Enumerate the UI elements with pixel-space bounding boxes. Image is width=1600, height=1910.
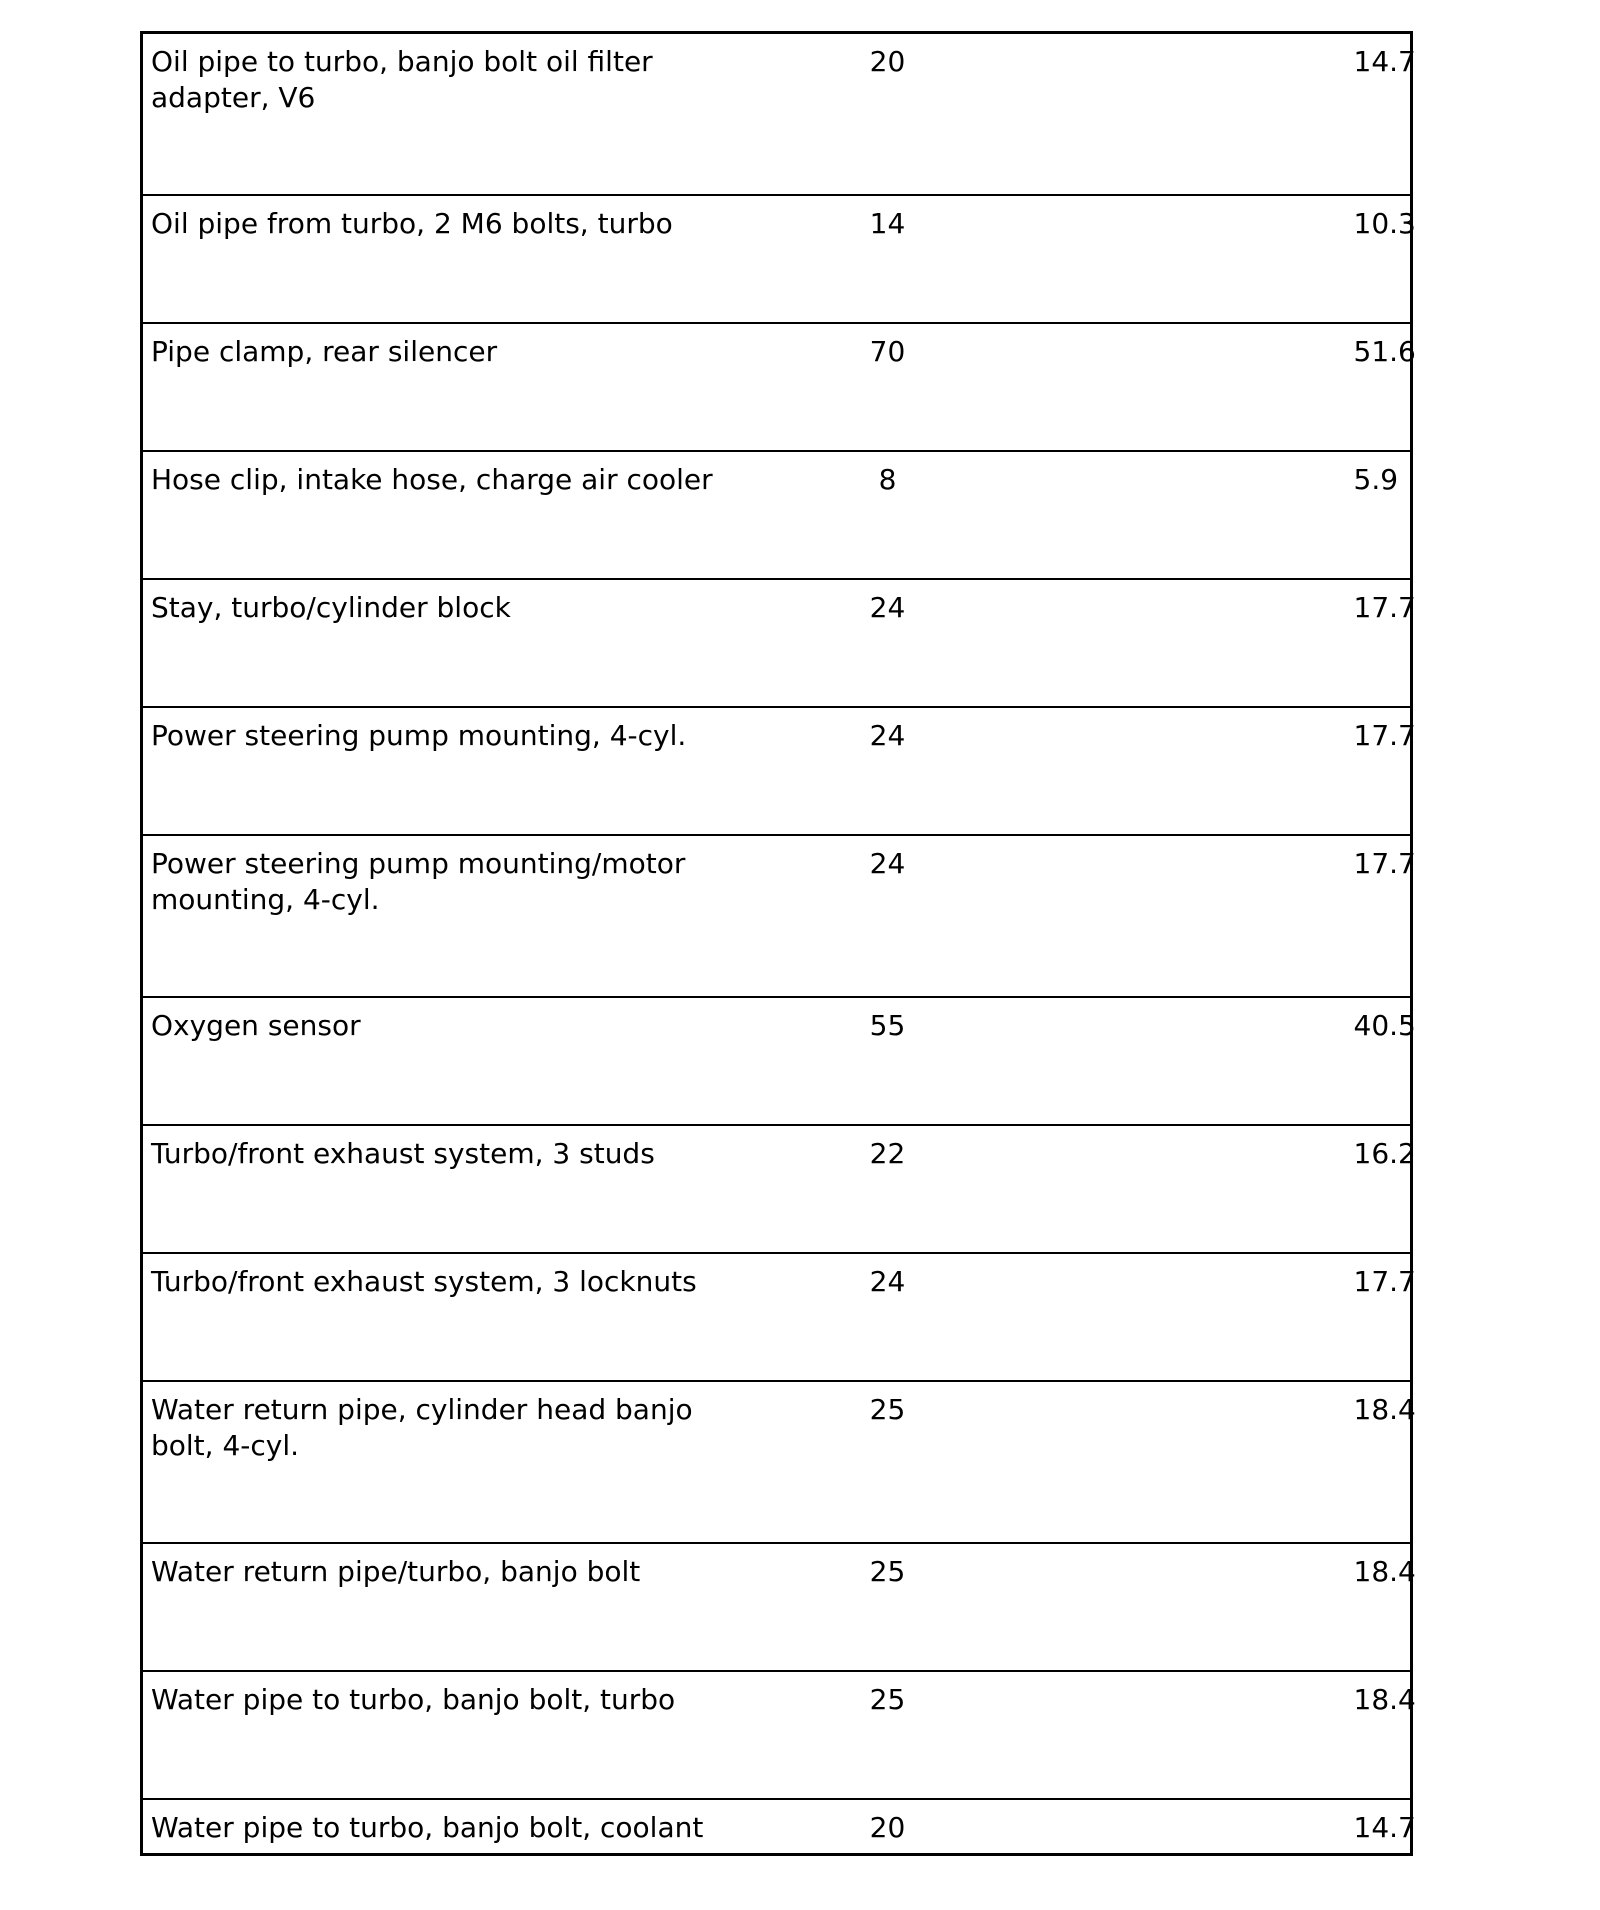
torque-ftlb-cell: 17.7 <box>1042 707 1412 835</box>
description-cell: Water pipe to turbo, banjo bolt, turbo <box>142 1671 742 1799</box>
torque-ftlb-cell: 17.7 <box>1042 579 1412 707</box>
torque-nm-cell: 70 <box>742 323 1042 451</box>
torque-ftlb-cell: 10.3 <box>1042 195 1412 323</box>
description-cell: Oil pipe to turbo, banjo bolt oil filter adapter, V6 <box>151 45 653 114</box>
torque-nm-cell: 24 <box>742 707 1042 835</box>
table-row <box>142 579 1412 707</box>
description-cell: Hose clip, intake hose, charge air cooler <box>142 451 742 579</box>
table-row <box>142 1543 1412 1671</box>
table-row <box>142 1799 1412 1855</box>
table-row <box>142 1381 1412 1543</box>
torque-ftlb-cell: 17.7 <box>1042 1253 1412 1381</box>
description-cell: Oil pipe from turbo, 2 M6 bolts, turbo <box>142 195 742 323</box>
torque-ftlb-cell: 40.5 <box>1042 997 1412 1125</box>
torque-ftlb-cell: 18.4 <box>1042 1671 1412 1799</box>
torque-nm-cell: 25 <box>742 1543 1042 1671</box>
torque-ftlb-cell: 17.7 <box>1042 835 1412 997</box>
description-cell: Stay, turbo/cylinder block <box>142 579 742 707</box>
torque-ftlb-cell: 18.4 <box>1042 1543 1412 1671</box>
torque-nm-cell: 24 <box>742 835 1042 997</box>
torque-nm-cell: 25 <box>742 1381 1042 1543</box>
torque-ftlb-cell: 18.4 <box>1042 1381 1412 1543</box>
table-row <box>142 707 1412 835</box>
description-cell: Turbo/front exhaust system, 3 locknuts <box>142 1253 742 1381</box>
torque-nm-cell: 24 <box>742 1253 1042 1381</box>
description-cell: Turbo/front exhaust system, 3 studs <box>142 1125 742 1253</box>
torque-nm-cell: 55 <box>742 997 1042 1125</box>
torque-spec-table <box>140 31 1416 1856</box>
table-row <box>142 1125 1412 1253</box>
description-cell: Water pipe to turbo, banjo bolt, coolant <box>142 1799 742 1855</box>
torque-ftlb-cell: 5.9 <box>1042 451 1412 579</box>
table-row <box>142 1253 1412 1381</box>
table-row <box>142 997 1412 1125</box>
table-row <box>142 1671 1412 1799</box>
description-cell: Water return pipe/turbo, banjo bolt <box>142 1543 742 1671</box>
description-cell: Power steering pump mounting, 4-cyl. <box>142 707 742 835</box>
description-cell: Power steering pump mounting/motor mounting, 4-cyl. <box>142 835 742 997</box>
table-row <box>142 33 1412 195</box>
description-cell: Water return pipe, cylinder head banjo bolt, 4-cyl. <box>142 1381 742 1543</box>
table-row <box>142 835 1412 997</box>
torque-nm-cell: 22 <box>742 1125 1042 1253</box>
torque-nm-cell: 20 <box>869 45 906 78</box>
description-cell: Pipe clamp, rear silencer <box>142 323 742 451</box>
torque-ftlb-cell: 16.2 <box>1042 1125 1412 1253</box>
table-row <box>142 451 1412 579</box>
torque-nm-cell: 8 <box>742 451 1042 579</box>
torque-nm-cell: 25 <box>742 1671 1042 1799</box>
description-cell: Oxygen sensor <box>142 997 742 1125</box>
torque-ftlb-cell: 51.6 <box>1042 323 1412 451</box>
table-row <box>142 323 1412 451</box>
torque-ftlb-cell: 14.7 <box>1042 1799 1412 1855</box>
torque-nm-cell: 24 <box>742 579 1042 707</box>
table-row <box>142 195 1412 323</box>
torque-ftlb-cell: 14.7 <box>1353 45 1416 78</box>
torque-nm-cell: 20 <box>742 1799 1042 1855</box>
torque-nm-cell: 14 <box>742 195 1042 323</box>
